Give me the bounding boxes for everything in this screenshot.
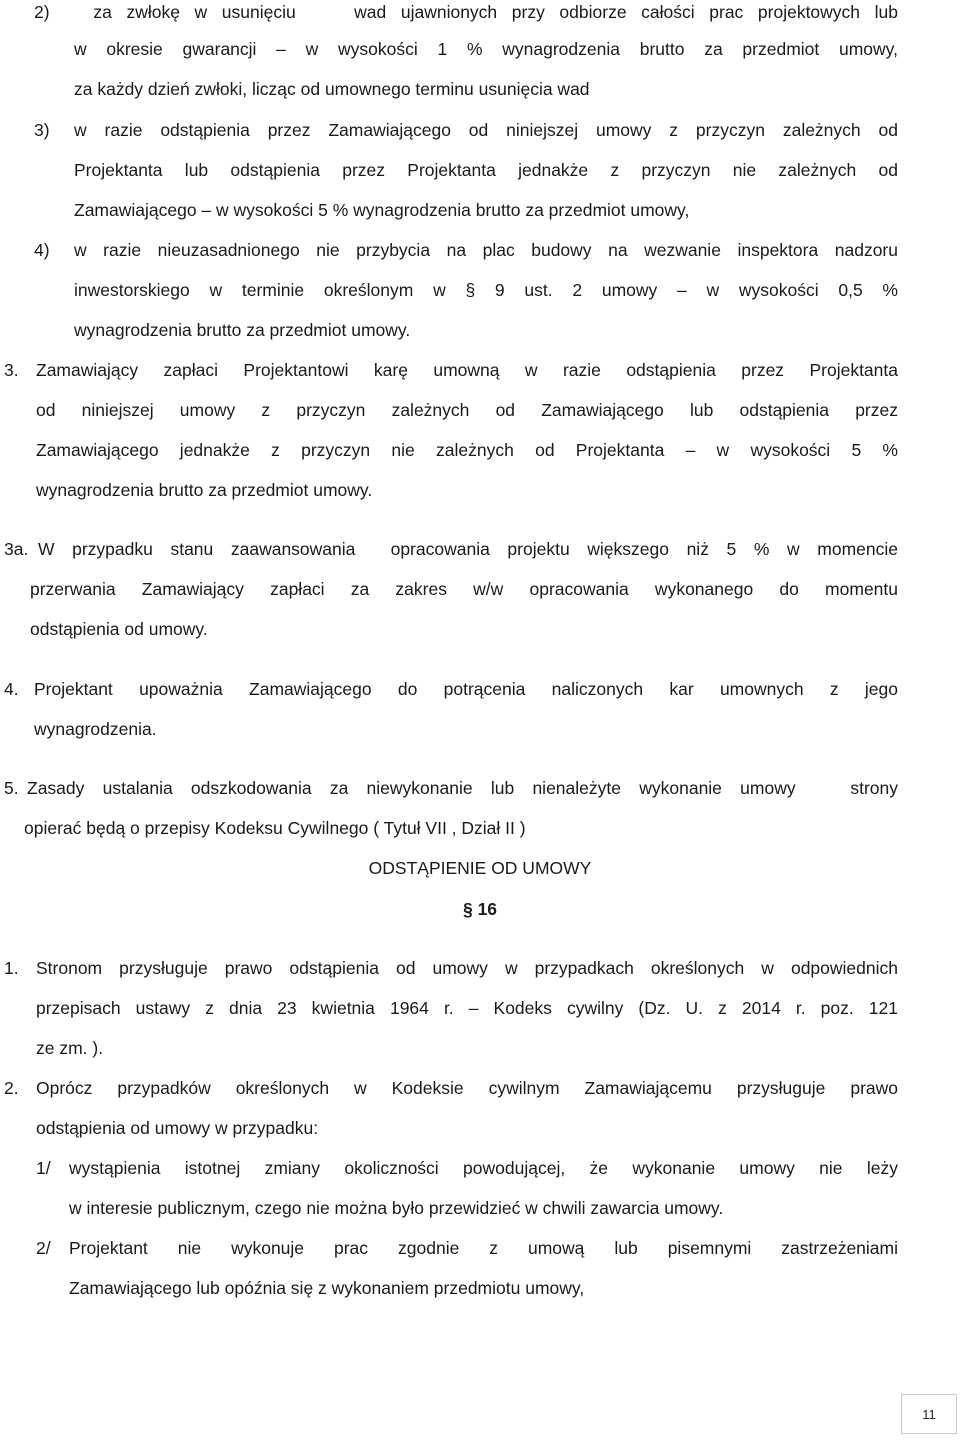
text-line: w interesie publicznym, czego nie można było przewidzieć w chwili zawarcia umowy. [69,1198,724,1218]
text-line: wynagrodzenia brutto za przedmiot umowy. [36,480,373,500]
text-line: inwestorskiego w terminie określonym w § 9 ust. 2 umowy – w wysokości 0,5 % [74,280,898,300]
text-line: opierać będą o przepisy Kodeksu Cywilnego ( Tytuł VII , Dział II ) [24,818,526,838]
text-line: Projektanta lub odstąpienia przez Projektanta jednakże z przyczyn nie zależnych od [74,160,898,180]
text-line: Stronom przysługuje prawo odstąpienia od umowy w przypadkach określonych w odpowiednich [36,958,898,978]
item-number: 2/ [36,1238,51,1258]
text-line: W przypadku stanu zaawansowania opracowania projektu większego niż 5 % w momencie [38,539,898,559]
list-number: 3) [34,120,50,140]
list-number: 4) [34,240,50,260]
text-line: Zamawiającego lub opóźnia się z wykonaniem przedmiotu umowy, [69,1278,585,1298]
text-line: Oprócz przypadków określonych w Kodeksie cywilnym Zamawiającemu przysługuje prawo [36,1078,898,1098]
paragraph-number: 3. [4,360,19,380]
text-line: ze zm. ). [36,1038,104,1058]
paragraph-number: 4. [4,679,19,699]
text-line: Zasady ustalania odszkodowania za niewykonanie lub nienależyte wykonanie umowy strony [27,778,898,798]
text-line: odstąpienia od umowy w przypadku: [36,1118,319,1138]
text-line: wynagrodzenia. [34,719,157,739]
item-number: 1/ [36,1158,51,1178]
text-line: od niniejszej umowy z przyczyn zależnych od Zamawiającego lub odstąpienia przez [36,400,898,420]
section-number: § 16 [462,899,498,919]
text-line: wynagrodzenia brutto za przedmiot umowy. [74,320,411,340]
text-line: Projektant nie wykonuje prac zgodnie z umową lub pisemnymi zastrzeżeniami [69,1238,898,1258]
text-line: w razie odstąpienia przez Zamawiającego od niniejszej umowy z przyczyn zależnych od [74,120,898,140]
text-line: za każdy dzień zwłoki, licząc od umownego terminu usunięcia wad [74,79,590,99]
text-line: w razie nieuzasadnionego nie przybycia na plac budowy na wezwanie inspektora nadzoru [74,240,898,260]
text-line: wystąpienia istotnej zmiany okoliczności powodującej, że wykonanie umowy nie leży [69,1158,898,1178]
text-line: Zamawiający zapłaci Projektantowi karę umowną w razie odstąpienia przez Projektanta [36,360,898,380]
text-line: Projektant upoważnia Zamawiającego do potrącenia naliczonych kar umownych z jego [34,679,898,699]
text-line: Zamawiającego jednakże z przyczyn nie zależnych od Projektanta – w wysokości 5 % [36,440,898,460]
text-line: odstąpienia od umowy. [30,619,208,639]
text-line: Zamawiającego – w wysokości 5 % wynagrodzenia brutto za przedmiot umowy, [74,200,690,220]
paragraph-number: 2. [4,1078,19,1098]
section-heading: ODSTĄPIENIE OD UMOWY [368,858,592,878]
page-number: 11 [922,1406,936,1422]
text-line: przerwania Zamawiający zapłaci za zakres w/w opracowania wykonanego do momentu [30,579,898,599]
page-number-box [901,1394,957,1434]
text-line: 2) za zwłokę w usunięciu wad ujawnionych przy odbiorze całości prac projektowych lub [34,2,898,22]
paragraph-number: 3a. [4,539,29,559]
paragraph-number: 5. [4,778,19,798]
paragraph-number: 1. [4,958,19,978]
text-line: w okresie gwarancji – w wysokości 1 % wynagrodzenia brutto za przedmiot umowy, [74,39,898,59]
text-line: przepisach ustawy z dnia 23 kwietnia 1964 r. – Kodeks cywilny (Dz. U. z 2014 r. poz. 121 [36,998,898,1018]
